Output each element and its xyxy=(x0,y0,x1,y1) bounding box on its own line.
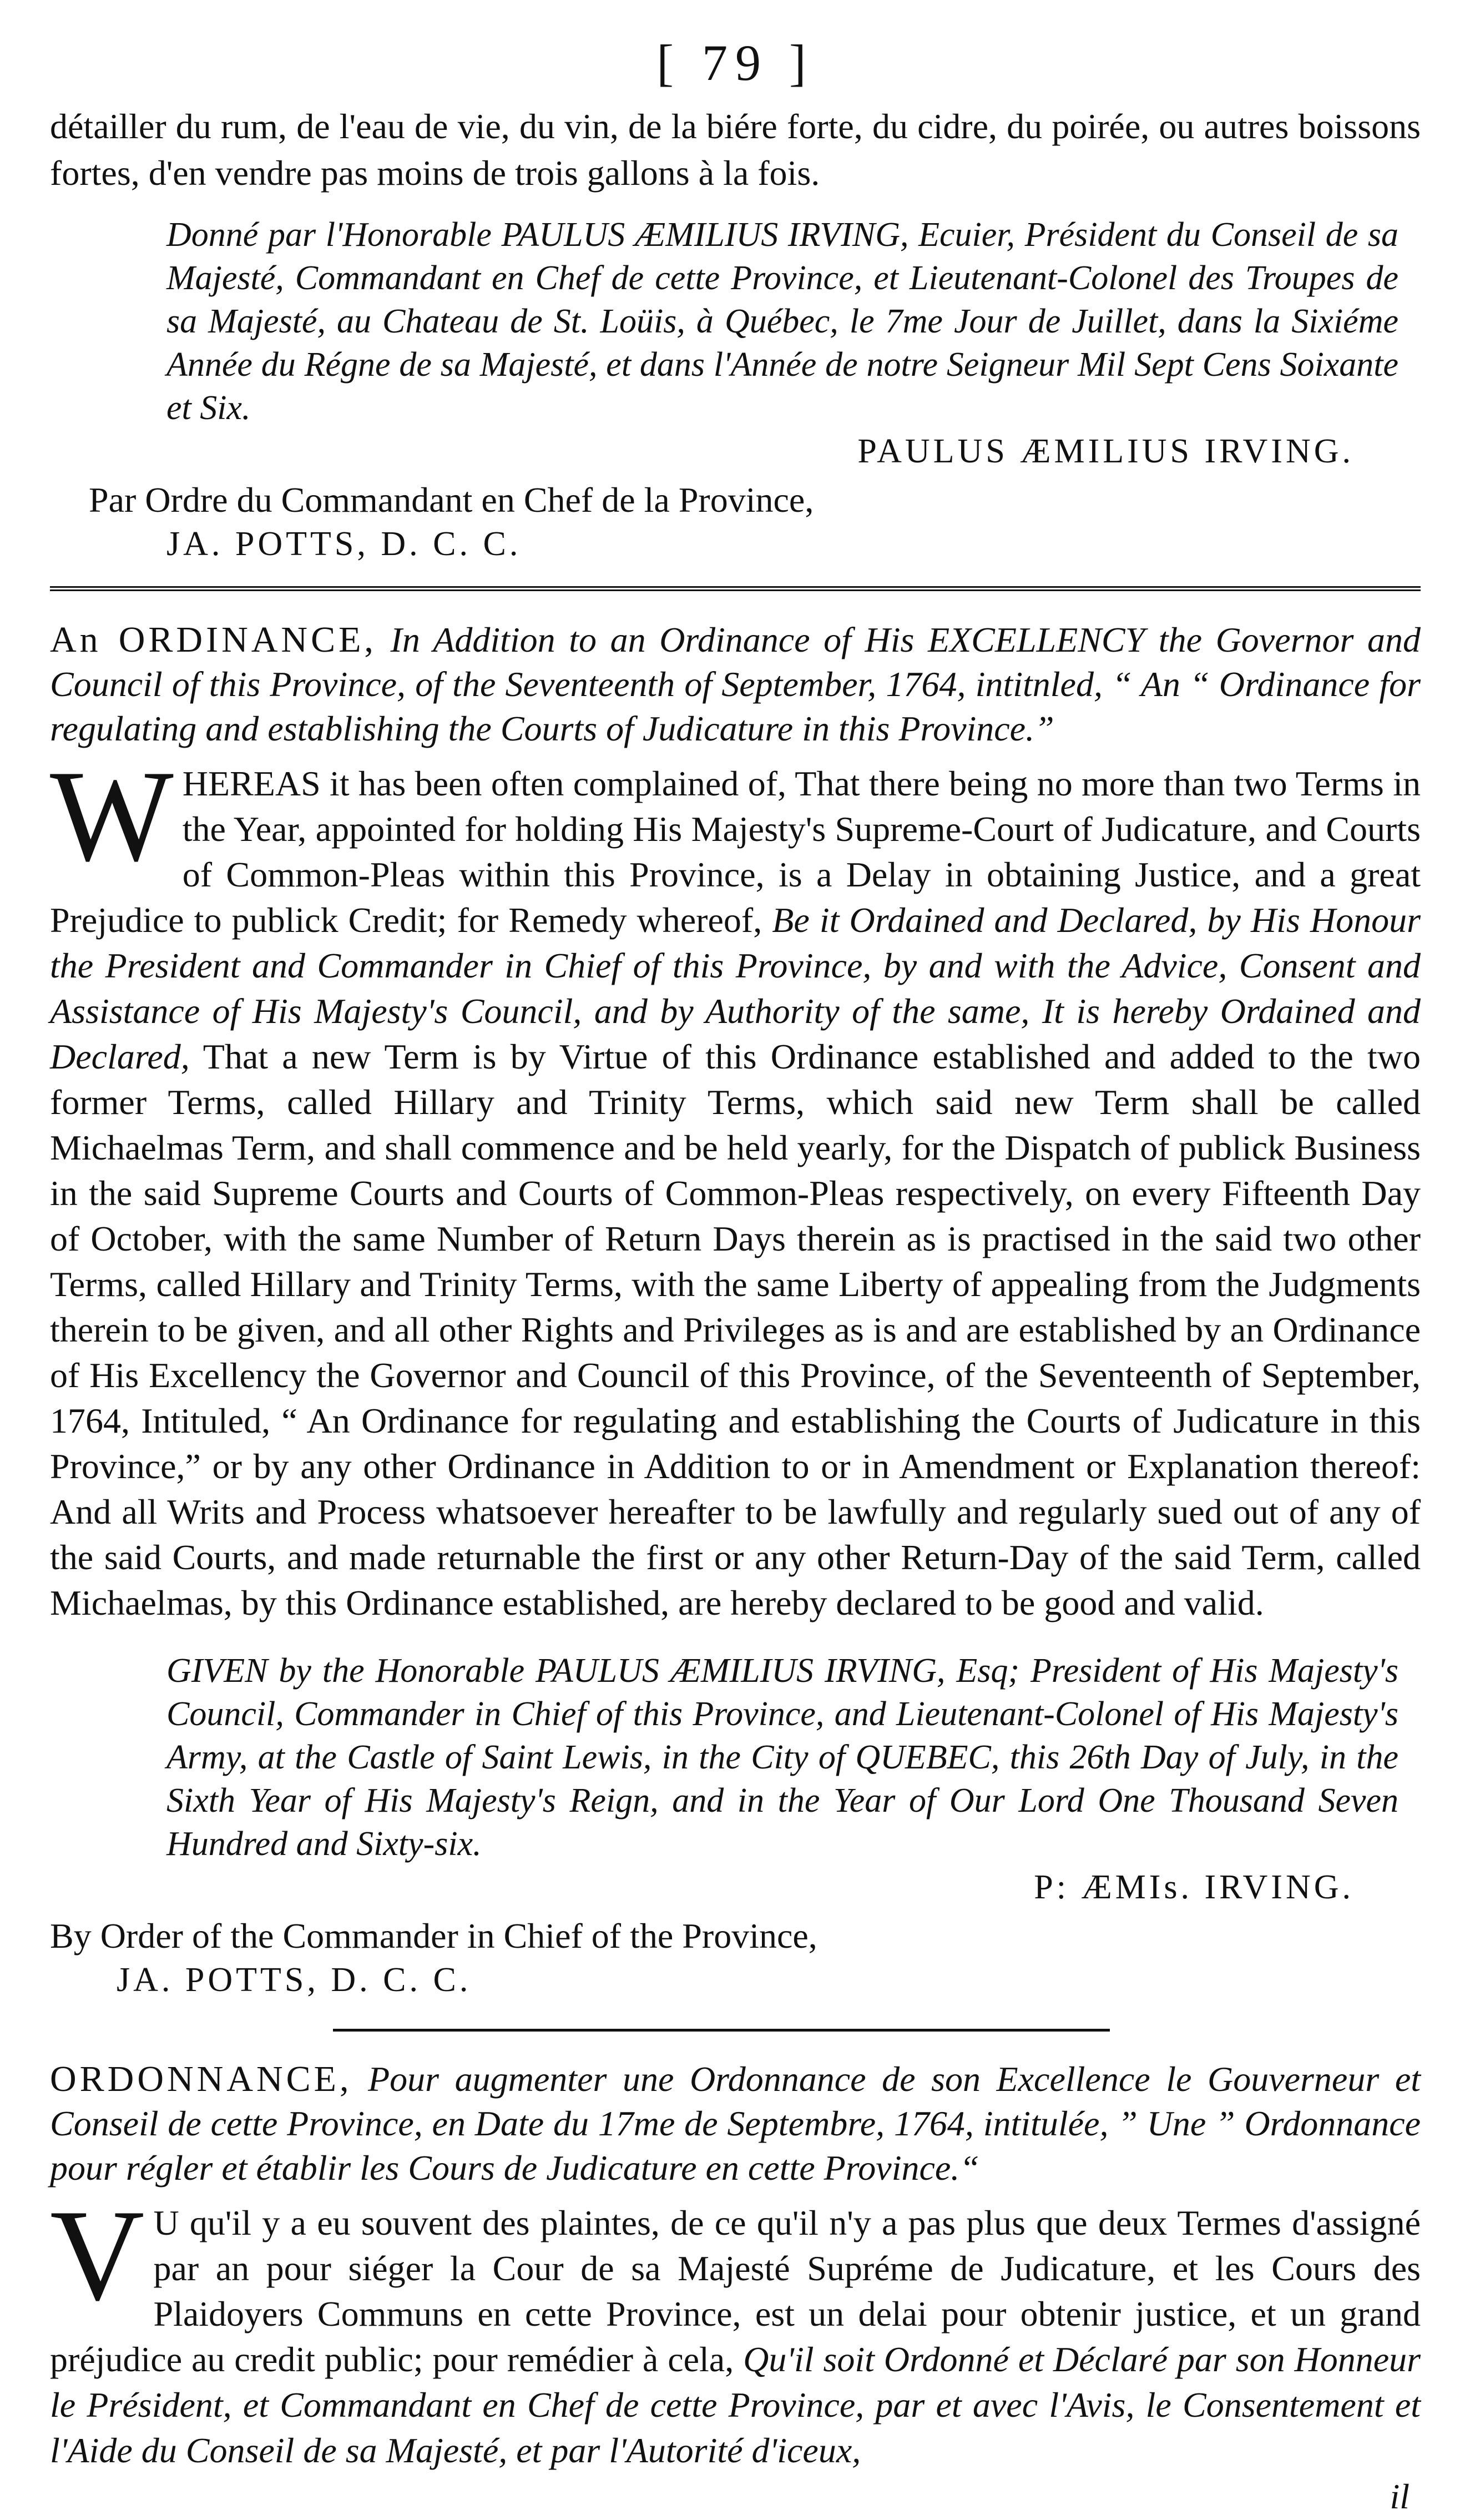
page-number: [ 79 ] xyxy=(656,34,814,91)
french-title-head: ORDONNANCE, xyxy=(50,2059,352,2099)
french-body-italic: Qu'il soit Ordonné et Déclaré par son Honneur le Président, et Commandant en Chef de cette Province, par et avec l'Avis, le Consentement et l'Aide du Conseil de sa Majesté, et par l'Autorité d'iceux, xyxy=(50,2340,1421,2470)
french-ordinance-ending: détailler du rum, de l'eau de vie, du vin, de la biére forte, du cidre, du poirée, ou autres boissons fortes, d'en vendre pas moins de trois gallons à la fois. xyxy=(50,107,1421,193)
english-order-line: By Order of the Commander in Chief of the Province, xyxy=(50,1916,817,1955)
french-ordinance-title xyxy=(50,2057,1421,2190)
french-body-first: U qu'il y a eu souvent des plaintes, de ce qu'il n'y a pas plus que deux Termes d'assigné par an pour siéger la Cour de sa Majesté Supréme de Judicature, et les Cours des Plaidoyers Communs en cette Province, est un delai pour obtenir justice, et un grand préjudice au credit public; pour remédier à cela, xyxy=(50,2203,1421,2379)
english-body-first: HEREAS it has been often complained of, That there being no more than two Terms in the Year, appointed for holding His Majesty's Supreme-Court of Judicature, and Courts of Common-Pleas within this Province, is a Delay in obtaining Justice, and a great Prejudice to publick Credit; for Remedy whereof, xyxy=(50,764,1421,940)
french-signature: PAULUS ÆMILIUS IRVING. xyxy=(857,432,1354,470)
french-ordinance-body xyxy=(50,2183,1421,2473)
english-title-head: An ORDINANCE, xyxy=(50,619,377,660)
french-given-clause: Donné par l'Honorable PAULUS ÆMILIUS IRVING, Ecuier, Président du Conseil de sa Majesté, Commandant en Chef de cette Province, et Lieutenant-Colonel des Troupes de sa Majesté, au Chateau de St. Loüis, à Québec, le 7me Jour de Juillet, dans la Sixiéme Année du Régne de sa Majesté, et dans l'Année de notre Seigneur Mil Sept Cens Soixante et Six. xyxy=(166,216,1398,427)
english-dropcap: W xyxy=(50,744,174,889)
french-dropcap: V xyxy=(50,2183,145,2328)
english-title-rest: In Addition to an Ordinance of His EXCELLENCY the Governor and Council of this Province, of the Seventeenth of September, 1764, intitnled, “ An “ Ordinance for regulating and establishing the Courts of Judicature in this Province.” xyxy=(50,620,1421,748)
english-order-name: JA. POTTS, D. C. C. xyxy=(117,1961,472,1999)
english-ordinance-title xyxy=(50,618,1421,751)
english-signature: P: ÆMIs. IRVING. xyxy=(1034,1868,1354,1906)
section-divider xyxy=(50,586,1421,594)
short-divider xyxy=(333,2029,1110,2032)
french-title-rest: Pour augmenter une Ordonnance de son Excellence le Gouverneur et Conseil de cette Province, en Date du 17me de Septembre, 1764, intitulée, ” Une ” Ordonnance pour régler et établir les Cours de Judicature en cette Province.“ xyxy=(50,2059,1421,2188)
english-ordinance-body xyxy=(50,744,1421,1626)
document-page xyxy=(50,33,1421,2520)
english-body-italic: Be it Ordained and Declared, by His Honour the President and Commander in Chief of this Province, by and with the Advice, Consent and Assistance of His Majesty's Council, and by Authority of the same, It is hereby Ordained and Declared, xyxy=(50,900,1421,1076)
french-order-name: JA. POTTS, D. C. C. xyxy=(166,525,522,563)
catchword: il xyxy=(1390,2477,1410,2516)
english-given-clause: GIVEN by the Honorable PAULUS ÆMILIUS IRVING, Esq; President of His Majesty's Council, Commander in Chief of this Province, and Lieutenant-Colonel of His Majesty's Army, at the Castle of Saint Lewis, in the City of QUEBEC, this 26th Day of July, in the Sixth Year of His Majesty's Reign, and in the Year of Our Lord One Thousand Seven Hundred and Sixty-six. xyxy=(166,1652,1398,1863)
english-body-rest: That a new Term is by Virtue of this Ordinance established and added to the two former Terms, called Hillary and Trinity Terms, which said new Term shall be called Michaelmas Term, and shall commence and be held yearly, for the Dispatch of publick Business in the said Supreme Courts and Courts of Common-Pleas respectively, on every Fifteenth Day of October, with the same Number of Return Days therein as is practised in the said two other Terms, called Hillary and Trinity Terms, with the same Liberty of appealing from the Judgments therein to be given, and all other Rights and Privileges as is and are established by an Ordinance of His Excellency the Governor and Council of this Province, of the Seventeenth of September, 1764, Intituled, “ An Ordinance for regulating and establishing the Courts of Judicature in this Province,” or by any other Ordinance in Addition to or in Amendment or Explanation thereof: And all Writs and Process whatsoever hereafter to be lawfully and regularly sued out of any of the said Courts, and made returnable the first or any other Return-Day of the said Term, called Michaelmas, by this Ordinance established, are hereby declared to be good and valid. xyxy=(50,1037,1421,1622)
french-order-line: Par Ordre du Commandant en Chef de la Province, xyxy=(89,480,814,520)
